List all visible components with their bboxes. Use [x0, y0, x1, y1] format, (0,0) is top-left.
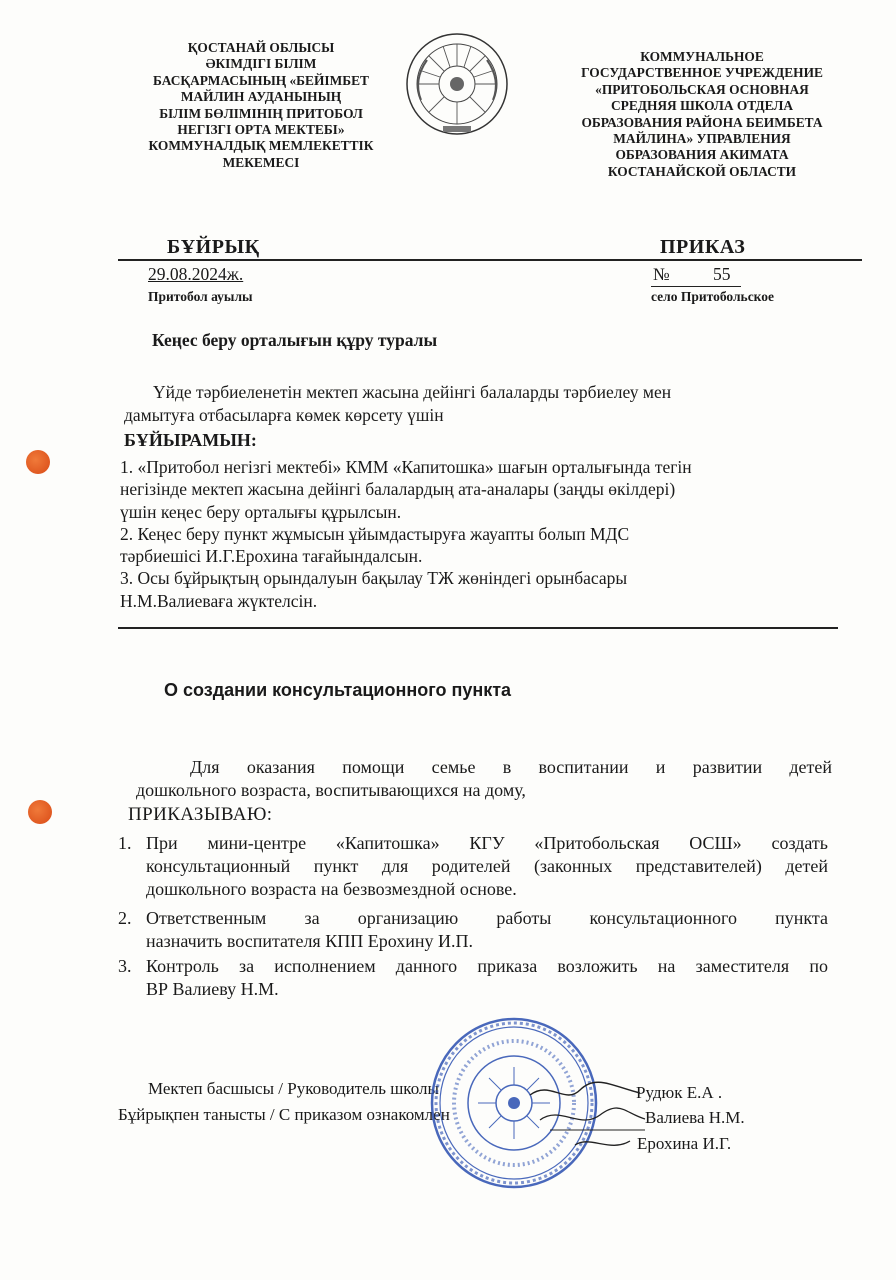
- acquainted-label: Бұйрықпен танысты / С приказом ознакомлен: [118, 1105, 450, 1124]
- header-ru: [552, 49, 852, 180]
- kz-items: [120, 456, 692, 612]
- ru-item-line: консультационный пункт для родителей (законных представителей) детей: [146, 856, 828, 876]
- state-emblem: [403, 30, 511, 138]
- header-divider: [118, 259, 862, 261]
- ru-item-line: Ответственным за организацию работы консультационного пункта: [146, 908, 828, 928]
- kz-item-line: 2. Кеңес беру пункт жұмысын ұйымдастыруға жауапты болып МДС: [120, 523, 630, 544]
- header-kz: [120, 40, 402, 171]
- kz-preamble-line: Үйде тәрбиеленетін мектеп жасына дейінгі балаларды тәрбиелеу мен: [153, 382, 672, 402]
- punch-hole-marker: [26, 450, 50, 474]
- director-label: Мектеп басшысы / Руководитель школы: [148, 1079, 439, 1098]
- order-number-label: №: [653, 264, 670, 284]
- kz-item-line: тәрбиешісі И.Г.Ерохина тағайындалсын.: [120, 546, 423, 567]
- kz-item-line: үшін кеңес беру орталығы құрылсын.: [120, 501, 402, 522]
- kz-command: БҰЙЫРАМЫН:: [124, 430, 257, 450]
- signer-name: Ерохина И.Г.: [637, 1134, 732, 1153]
- kz-item-line: 3. Осы бұйрықтың орындалуын бақылау ТЖ жөніндегі орынбасары: [120, 568, 628, 589]
- header-ru-line: ГОСУДАРСТВЕННОЕ УЧРЕЖДЕНИЕ: [581, 65, 823, 81]
- ru-preamble-2: дошкольного возраста, воспитывающихся на дому,: [136, 780, 526, 800]
- header-kz-line: ӘКІМДІГІ БІЛІМ: [205, 56, 317, 72]
- section-divider: [118, 627, 838, 629]
- header-ru-line: СРЕДНЯЯ ШКОЛА ОТДЕЛА: [610, 98, 794, 114]
- order-title-ru: ПРИКАЗ: [660, 236, 746, 258]
- header-ru-line: КОСТАНАЙСКОЙ ОБЛАСТИ: [607, 163, 797, 179]
- ru-heading: О создании консультационного пункта: [164, 680, 512, 700]
- order-date: 29.08.2024ж.: [148, 264, 244, 284]
- ru-item-line: Контроль за исполнением данного приказа возложить на заместителя по: [146, 956, 828, 976]
- signature-marks: [520, 1075, 650, 1160]
- ru-item-line: При мини-центре «Капитошка» КГУ «Притобольская ОСШ» создать: [146, 833, 828, 853]
- signer-name: Рудюк Е.А .: [636, 1083, 723, 1102]
- kz-preamble: [124, 381, 671, 426]
- header-kz-line: МАЙЛИН АУДАНЫНЫҢ: [180, 89, 342, 105]
- kz-heading: Кеңес беру орталығын құру туралы: [152, 330, 438, 350]
- header-ru-line: «ПРИТОБОЛЬСКАЯ ОСНОВНАЯ: [595, 81, 809, 97]
- order-title-kz: БҰЙРЫҚ: [167, 236, 260, 258]
- ru-preamble-1: Для оказания помощи семье в воспитании и развитии детей: [190, 757, 832, 777]
- header-kz-line: НЕГІЗГІ ОРТА МЕКТЕБІ»: [177, 122, 345, 138]
- signer-name: Валиева Н.М.: [645, 1108, 745, 1127]
- header-kz-line: БІЛІМ БӨЛІМІНІҢ ПРИТОБОЛ: [159, 105, 363, 121]
- header-ru-line: МАЙЛИНА» УПРАВЛЕНИЯ: [613, 131, 791, 147]
- header-kz-line: БАСҚАРМАСЫНЫҢ «БЕЙІМБЕТ: [153, 72, 369, 88]
- header-kz-line: ҚОСТАНАЙ ОБЛЫСЫ: [187, 40, 335, 55]
- ru-item-line: ВР Валиеву Н.М.: [146, 979, 279, 999]
- punch-hole-marker: [28, 800, 52, 824]
- kz-preamble-line: дамытуға отбасыларға көмек көрсету үшін: [124, 404, 444, 425]
- place-ru: село Притобольское: [651, 289, 775, 304]
- place-kz: Притобол ауылы: [148, 289, 253, 304]
- ru-item-number: 3.: [118, 956, 132, 976]
- header-kz-line: МЕКЕМЕСІ: [222, 154, 300, 170]
- order-number: 55: [713, 264, 731, 284]
- kz-item-line: Н.М.Валиеваға жүктелсін.: [120, 590, 318, 611]
- ru-item-line: дошкольного возраста на безвозмездной основе.: [146, 879, 517, 899]
- header-ru-line: ОБРАЗОВАНИЯ АКИМАТА: [615, 147, 789, 163]
- header-kz-line: КОММУНАЛДЫҚ МЕМЛЕКЕТТІК: [148, 138, 374, 154]
- kz-item-line: 1. «Притобол негізгі мектебі» КММ «Капитошка» шағын орталығында тегін: [120, 457, 692, 477]
- ru-command: ПРИКАЗЫВАЮ:: [128, 804, 273, 825]
- kz-item-line: негізінде мектеп жасына дейінгі балалардың ата-аналары (заңды өкілдері): [120, 479, 676, 500]
- ru-item-number: 1.: [118, 833, 132, 853]
- ru-item-line: назначить воспитателя КПП Ерохину И.П.: [146, 931, 474, 951]
- header-ru-line: КОММУНАЛЬНОЕ: [640, 49, 764, 64]
- order-number-underline: [651, 286, 741, 287]
- ru-item-number: 2.: [118, 908, 132, 928]
- header-ru-line: ОБРАЗОВАНИЯ РАЙОНА БЕИМБЕТА: [581, 114, 823, 130]
